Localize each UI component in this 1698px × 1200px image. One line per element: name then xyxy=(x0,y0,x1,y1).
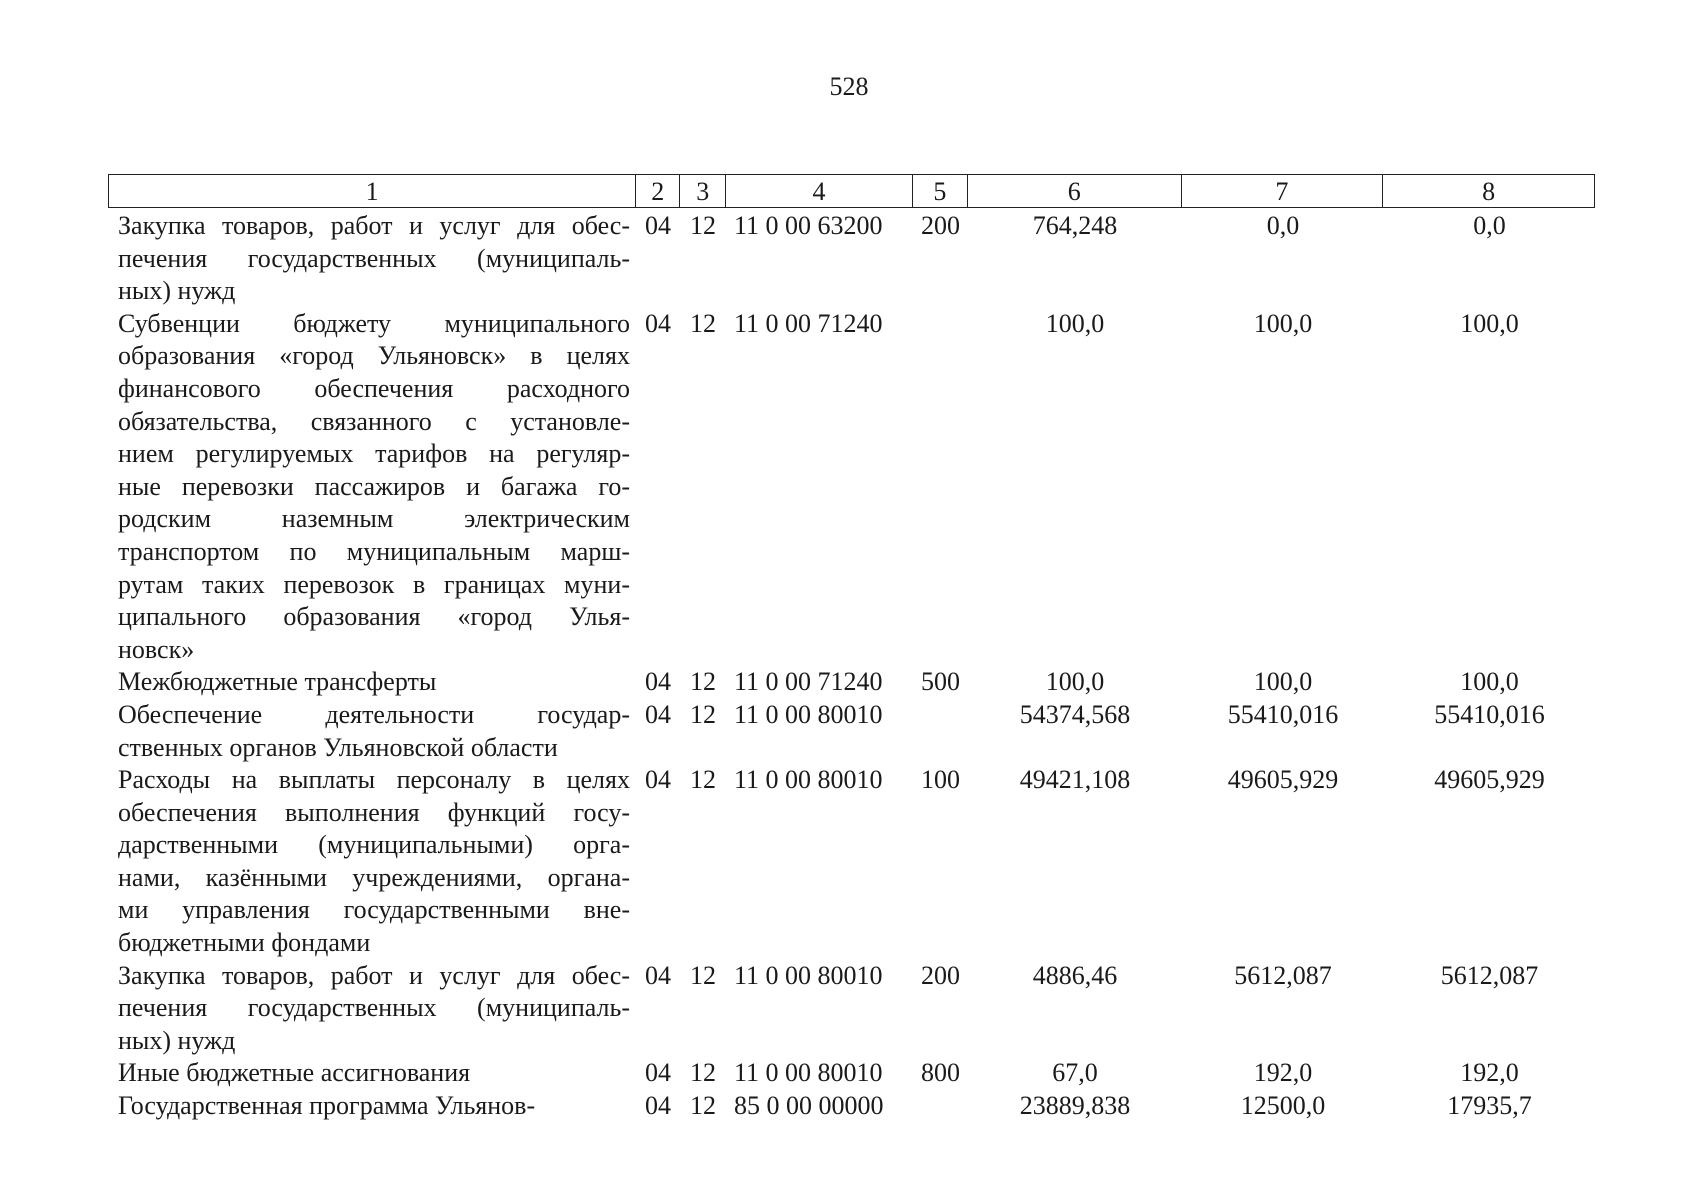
section-code: 04 xyxy=(645,765,671,795)
amount-col-8: 17935,7 xyxy=(1447,1091,1532,1121)
description-line: обязательства, связанного с установле- xyxy=(118,406,630,436)
amount-col-6: 49421,108 xyxy=(1019,765,1131,795)
amount-col-6: 67,0 xyxy=(1052,1058,1098,1088)
section-code: 04 xyxy=(645,667,671,697)
section-code: 04 xyxy=(645,1091,671,1121)
amount-col-7: 49605,929 xyxy=(1227,765,1339,795)
subsection-code: 12 xyxy=(690,960,716,990)
amount-col-8: 55410,016 xyxy=(1434,699,1545,729)
header-col-8: 8 xyxy=(1482,177,1496,206)
header-col-7: 7 xyxy=(1182,175,1384,207)
expense-type-code: 100 xyxy=(921,765,960,795)
amount-col-8: 49605,929 xyxy=(1434,765,1545,795)
amount-col-6: 100,0 xyxy=(1045,667,1105,697)
target-article-code: 11 0 00 80010 xyxy=(734,960,883,990)
target-article-code: 11 0 00 63200 xyxy=(734,211,883,240)
table-row xyxy=(108,960,1595,1058)
description-line: транспортом по муниципальным марш- xyxy=(118,536,630,566)
subsection-code: 12 xyxy=(690,699,716,729)
target-article-code: 11 0 00 71240 xyxy=(734,308,883,338)
header-col-1: 1 xyxy=(109,175,636,207)
amount-col-6: 54374,568 xyxy=(1019,699,1131,729)
table-body xyxy=(108,210,1595,1123)
amount-col-7: 192,0 xyxy=(1253,1058,1313,1088)
target-article-code: 11 0 00 80010 xyxy=(734,699,883,729)
amount-col-8: 192,0 xyxy=(1460,1058,1519,1088)
row-description xyxy=(108,1057,636,1090)
row-description xyxy=(108,960,636,1058)
description-line: Закупка товаров, работ и услуг для обес- xyxy=(118,211,630,240)
target-article-code: 11 0 00 80010 xyxy=(734,765,883,795)
amount-col-6: 23889,838 xyxy=(1019,1091,1131,1121)
target-article-code: 85 0 00 00000 xyxy=(734,1091,884,1121)
row-description xyxy=(108,210,636,308)
expense-type-code: 500 xyxy=(921,667,960,697)
description-line: бюджетными фондами xyxy=(118,928,371,958)
subsection-code: 12 xyxy=(690,765,716,795)
table-header xyxy=(108,174,1595,208)
description-line: ных) нужд xyxy=(118,276,236,306)
description-line: ственных органов Ульяновской области xyxy=(118,732,558,762)
description-line: ципального образования «город Улья- xyxy=(118,602,630,632)
row-description xyxy=(108,1090,636,1123)
amount-col-8: 100,0 xyxy=(1460,667,1519,697)
page-number: 528 xyxy=(829,72,869,101)
table-row xyxy=(108,1057,1595,1090)
expense-type-code xyxy=(913,1090,968,1123)
description-line: образования «город Ульяновск» в целях xyxy=(118,341,630,371)
section-code: 04 xyxy=(645,1058,671,1088)
amount-col-6: 764,248 xyxy=(1032,211,1118,240)
description-line: Иные бюджетные ассигнования xyxy=(118,1058,471,1088)
expense-type-code xyxy=(913,308,968,667)
description-line: Расходы на выплаты персоналу в целях xyxy=(118,765,630,795)
amount-col-7: 100,0 xyxy=(1253,308,1313,338)
description-line: печения государственных (муниципаль- xyxy=(118,243,630,273)
table-row xyxy=(108,764,1595,960)
amount-col-7: 5612,087 xyxy=(1234,960,1332,990)
description-line: ные перевозки пассажиров и багажа го- xyxy=(118,471,630,501)
description-line: Закупка товаров, работ и услуг для обес- xyxy=(118,960,630,990)
subsection-code: 12 xyxy=(690,308,716,338)
description-line: нием регулируемых тарифов на регуляр- xyxy=(118,439,630,469)
subsection-code: 12 xyxy=(690,1091,716,1121)
row-description xyxy=(108,699,636,764)
expense-type-code: 800 xyxy=(921,1058,960,1088)
header-col-5: 5 xyxy=(913,175,968,207)
amount-col-6: 4886,46 xyxy=(1032,960,1118,990)
expense-type-code: 200 xyxy=(921,960,960,990)
row-description xyxy=(108,666,636,699)
amount-col-7: 12500,0 xyxy=(1240,1091,1326,1121)
amount-col-8: 5612,087 xyxy=(1440,960,1539,990)
section-code: 04 xyxy=(645,211,671,240)
section-code: 04 xyxy=(645,308,671,338)
description-line: новск» xyxy=(118,634,195,664)
amount-col-6: 100,0 xyxy=(1045,308,1105,338)
header-col-4: 4 xyxy=(726,175,913,207)
section-code: 04 xyxy=(645,960,671,990)
description-line: рутам таких перевозок в границах муни- xyxy=(118,569,630,599)
header-col-6: 6 xyxy=(968,175,1182,207)
expense-type-code: 200 xyxy=(921,211,960,240)
description-line: Субвенции бюджету муниципального xyxy=(118,308,630,338)
description-line: дарственными (муниципальными) орга- xyxy=(118,830,630,860)
description-line: финансового обеспечения расходного xyxy=(118,373,630,403)
description-line: обеспечения выполнения функций госу- xyxy=(118,797,630,827)
section-code: 04 xyxy=(645,699,671,729)
table-row xyxy=(108,308,1595,667)
description-line: нами, казёнными учреждениями, органа- xyxy=(118,862,630,892)
target-article-code: 11 0 00 80010 xyxy=(734,1058,883,1088)
amount-col-8: 0,0 xyxy=(1473,211,1506,240)
description-line: ми управления государственными вне- xyxy=(118,895,630,925)
header-col-3: 3 xyxy=(680,175,726,207)
description-line: Обеспечение деятельности государ- xyxy=(118,699,630,729)
table-row xyxy=(108,210,1595,308)
description-line: печения государственных (муниципаль- xyxy=(118,993,630,1023)
table-row xyxy=(108,699,1595,764)
subsection-code: 12 xyxy=(690,211,716,240)
description-line: Государственная программа Ульянов- xyxy=(118,1091,536,1121)
header-col-2: 2 xyxy=(636,175,680,207)
amount-col-8: 100,0 xyxy=(1460,308,1519,338)
table-row xyxy=(108,666,1595,699)
amount-col-7: 55410,016 xyxy=(1227,699,1339,729)
expense-type-code xyxy=(913,699,968,764)
description-line: Межбюджетные трансферты xyxy=(118,667,437,697)
row-description xyxy=(108,764,636,960)
table-row xyxy=(108,1090,1595,1123)
subsection-code: 12 xyxy=(690,667,716,697)
description-line: родским наземным электрическим xyxy=(118,504,630,534)
amount-col-7: 0,0 xyxy=(1266,211,1300,240)
target-article-code: 11 0 00 71240 xyxy=(734,667,883,697)
row-description xyxy=(108,308,636,667)
amount-col-7: 100,0 xyxy=(1253,667,1313,697)
subsection-code: 12 xyxy=(690,1058,716,1088)
description-line: ных) нужд xyxy=(118,1025,236,1055)
